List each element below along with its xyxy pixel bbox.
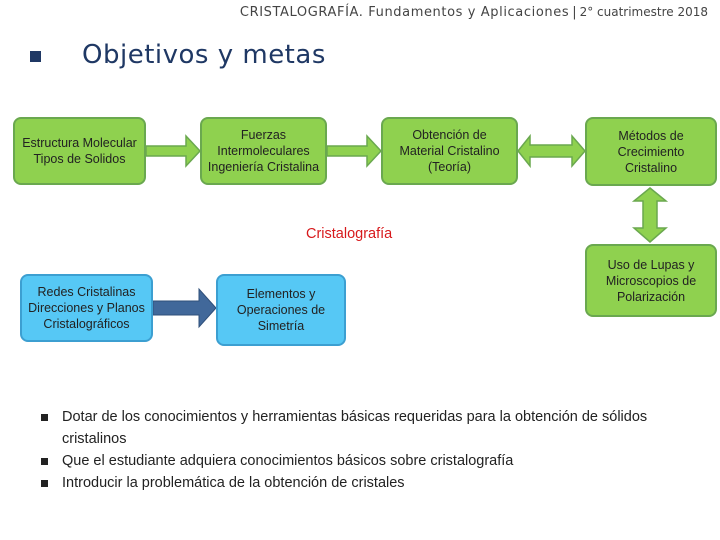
center-label: Cristalografía: [306, 226, 393, 242]
course-title: CRISTALOGRAFÍA. Fundamentos y Aplicaciones: [239, 5, 570, 20]
list-item: Dotar de los conocimientos y herramientas básicas requeridas para la obtención de sólidos cristalinos: [40, 406, 680, 450]
box-estructura-molecular: Estructura Molecular Tipos de Solidos: [13, 117, 146, 185]
arrow-estructura-fuerzas: [146, 136, 200, 166]
objectives-list: [40, 406, 680, 494]
box-elementos-simetria: Elementos y Operaciones de Simetría: [216, 274, 346, 346]
box-obtencion-material: Obtención de Material Cristalino (Teoría): [381, 117, 518, 185]
arrow-metodos-lupas: [634, 188, 666, 242]
arrow-redes-elementos: [153, 289, 216, 327]
term-label: 2° cuatrimestre 2018: [579, 5, 708, 19]
page-title: Objetivos y metas: [82, 40, 326, 70]
list-item: Que el estudiante adquiera conocimientos básicos sobre cristalografía: [40, 450, 680, 472]
box-metodos-crecimiento: Métodos de Crecimiento Cristalino: [585, 117, 717, 186]
box-fuerzas-intermoleculares: Fuerzas Intermoleculares Ingeniería Cristalina: [200, 117, 327, 185]
arrow-obtencion-metodos: [518, 136, 585, 166]
box-redes-cristalinas: Redes Cristalinas Direcciones y Planos Cristalográficos: [20, 274, 153, 342]
list-item: Introducir la problemática de la obtención de cristales: [40, 472, 680, 494]
box-uso-lupas: Uso de Lupas y Microscopios de Polarización: [585, 244, 717, 317]
header-separator: |: [572, 5, 577, 20]
arrow-fuerzas-obtencion: [327, 136, 381, 166]
